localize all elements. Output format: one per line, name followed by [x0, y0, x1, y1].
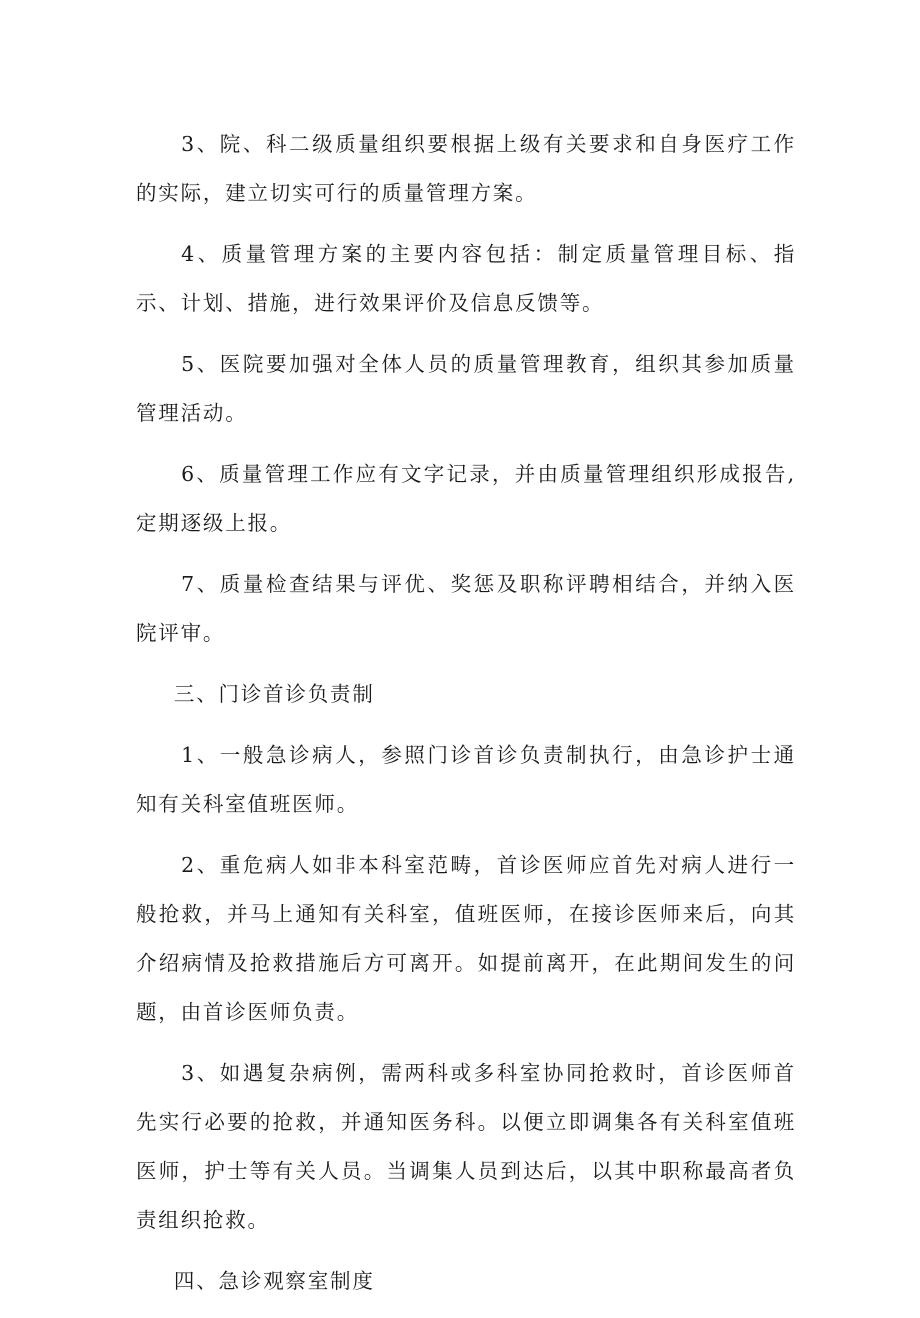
paragraph-item-1: 1、一般急诊病人，参照门诊首诊负责制执行，由急诊护士通知有关科室值班医师。	[136, 743, 796, 816]
paragraph-item-7: 7、质量检查结果与评优、奖惩及职称评聘相结合，并纳入医院评审。	[136, 572, 796, 645]
paragraph-item-3b: 3、如遇复杂病例，需两科或多科室协同抢救时，首诊医师首先实行必要的抢救，并通知医务科。以便立即调集各有关科室值班医师，护士等有关人员。当调集人员到达后，以其中职称最高者负责组织抢救。	[136, 1061, 796, 1232]
paragraph-item-2: 2、重危病人如非本科室范畴，首诊医师应首先对病人进行一般抢救，并马上通知有关科室，值班医师，在接诊医师来后，向其介绍病情及抢救措施后方可离开。如提前离开，在此期间发生的问题，由首诊医师负责。	[136, 853, 796, 1024]
paragraph-item-5: 5、医院要加强对全体人员的质量管理教育，组织其参加质量管理活动。	[136, 352, 796, 425]
paragraph-item-3: 3、院、科二级质量组织要根据上级有关要求和自身医疗工作的实际，建立切实可行的质量管理方案。	[136, 132, 796, 205]
section-heading-4: 四、急诊观察室制度	[173, 1269, 375, 1293]
section-heading-3: 三、门诊首诊负责制	[173, 682, 375, 706]
paragraph-item-6: 6、质量管理工作应有文字记录，并由质量管理组织形成报告,定期逐级上报。	[136, 462, 796, 535]
document-body	[136, 120, 796, 1318]
paragraph-item-4: 4、质量管理方案的主要内容包括：制定质量管理目标、指示、计划、措施，进行效果评价及信息反馈等。	[136, 242, 796, 315]
